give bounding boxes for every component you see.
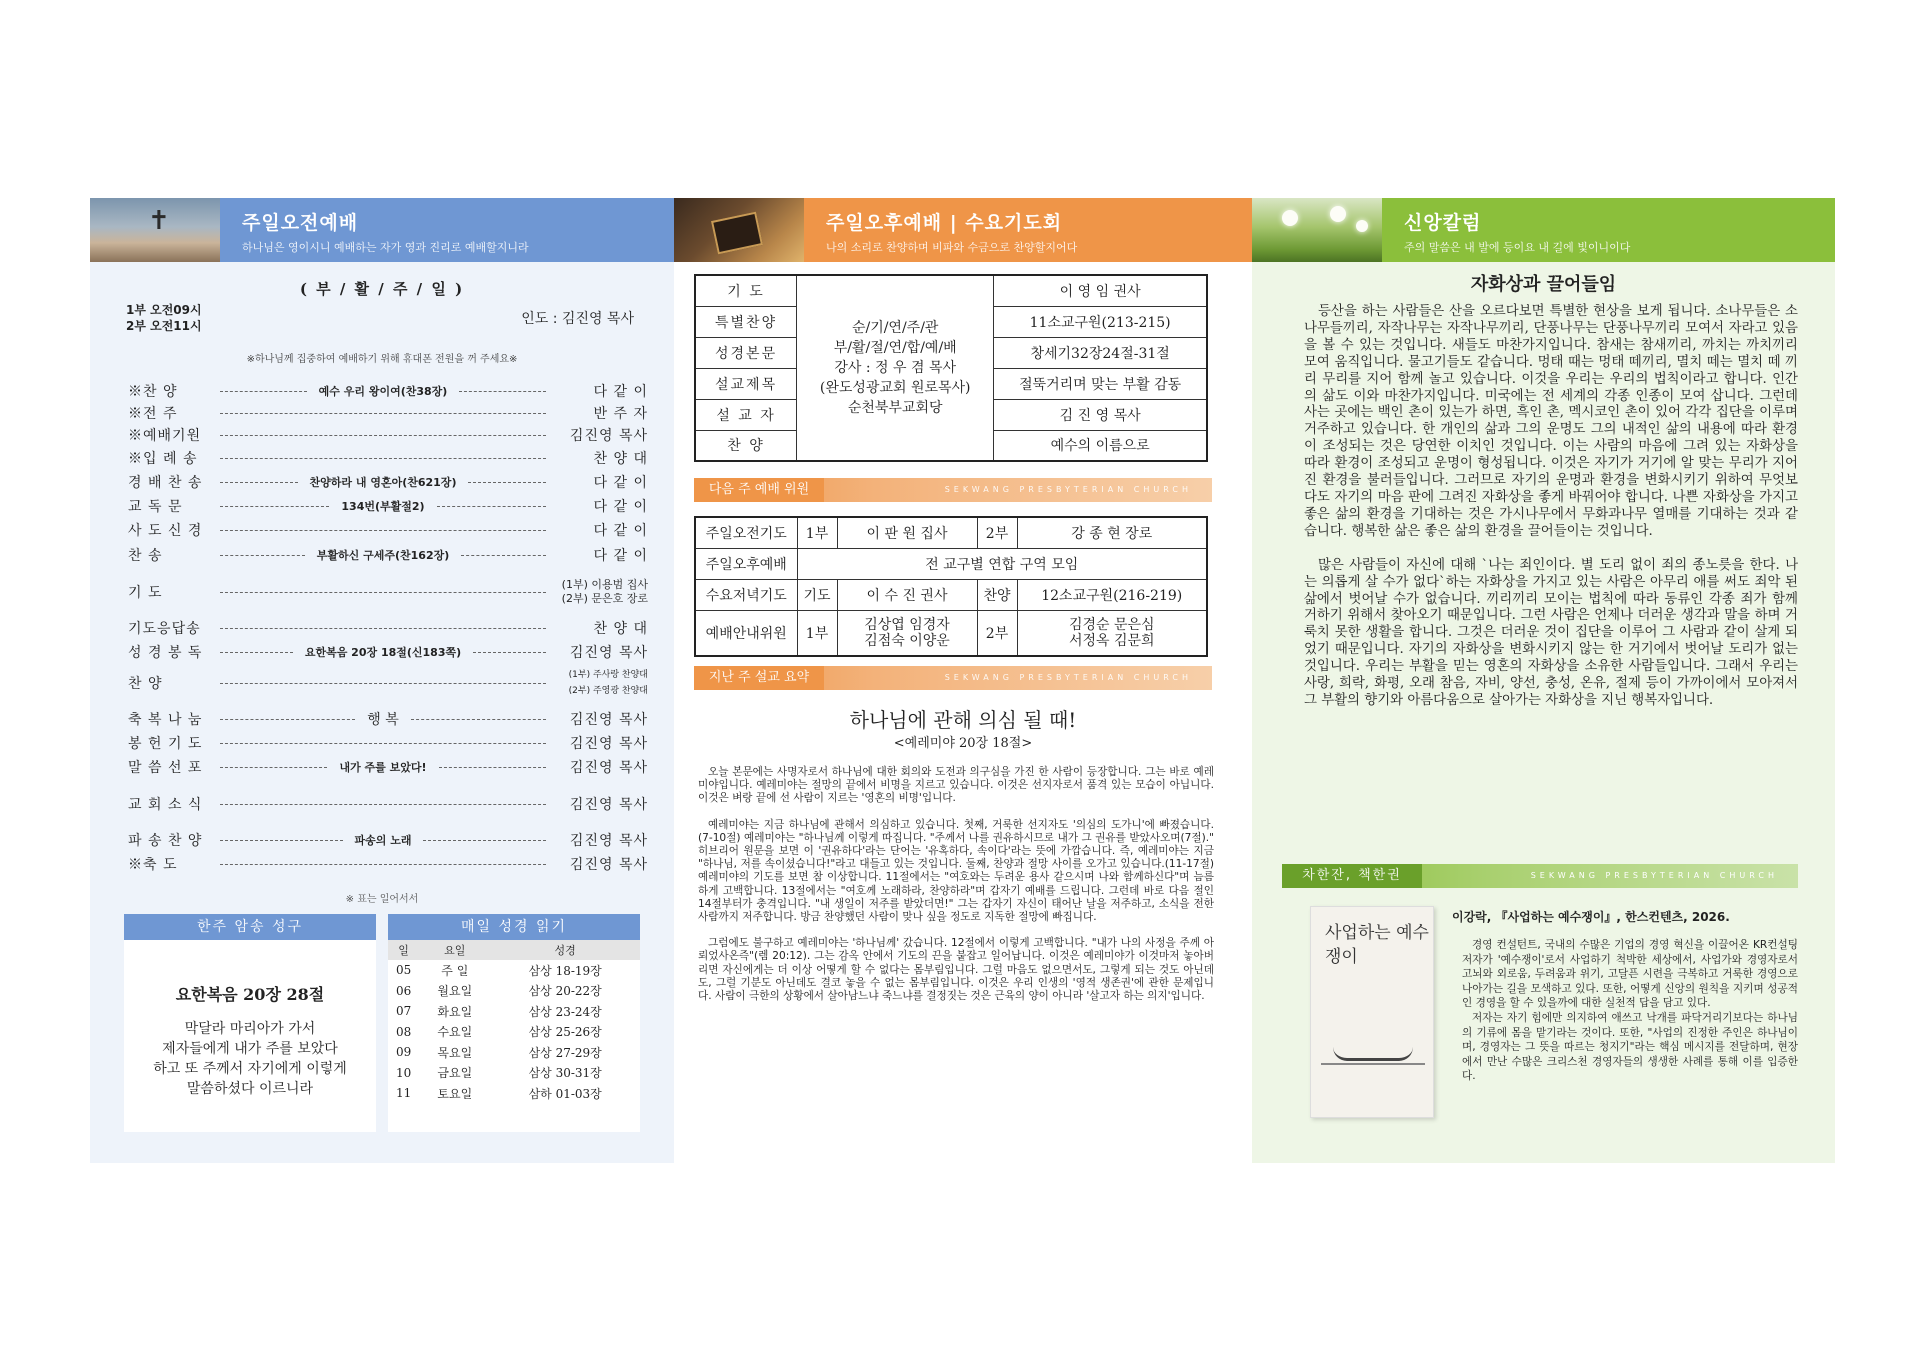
table-row: 예배안내위원 1부 김상엽 임경자 김점숙 이양운 2부 김경순 문은심 서정옥 김문희 [695,610,1207,656]
order-row [128,732,648,754]
order-label: 말 씀 선 포 [128,760,203,776]
order-label: 교 독 문 [128,499,183,515]
choir-2nd: (2부) 주영광 찬양대 [568,686,648,696]
morning-service-column [90,198,674,1163]
paragraph: 예레미야는 지금 하나님에 관해서 의심하고 있습니다. 첫째, 거룩한 선지자도 '의심의 도가니'에 빠졌습니다.(7-10절) 예레미야는 "하나님께 이렇게 따집니다. "주께서 나를 권유하시므로 내가 그 권유를 받았사오며(7절)." 히브리어 원문을 보면 이 '권유하다'라는 단어는 '유혹하다, 속이다'라는 뜻에 가깝습니다. 즉, 예레미야는 지금 "하나님, 저를 속이셨습니다!"라고 대들고 있는 것입니다. 둘째, 찬양과 절망 사이를 오가고 있습니다.(11-17절) 예레미야의 기도를 보면 참 이상합니다. 11절에서는 "여호와는 두려운 용사 같으시며 나와 함께하신다"며 늠름하게 고백합니다. 13절에서는 "여호께 노래하라, 찬양하라"며 갑자기 예배를 드립니다. 그런데 바로 다음 절인 14절부터가 충격입니다. "내 생일이 저주를 받았더면!" 그는 갑자기 자신이 태어난 날을 저주하고, 소식을 전한 사람까지 저주합니다. 방금 찬양했던 사람이 맞나 싶을 정도로 지독한 절망에 빠집니다. [698,818,1214,924]
table-row: 수요저녁기도 기도 이 수 진 권사 찬양 12소교구원(216-219) [695,579,1207,610]
service-leader: 인도 : 김진영 목사 [521,311,634,327]
paragraph: 오늘 본문에는 사명자로서 하나님에 대한 회의와 도전과 의구심을 가진 한 사람이 등장합니다. 그는 바로 예레미야입니다. 예레미야는 절망의 끝에서 비명을 지르고 있습니다. 이것은 선지자로서 품격 있는 모습이 아닙니다. 이것은 벼랑 끝에 선 사람이 지르는 '영혼의 비명'입니다. [698,766,1214,805]
order-label: 교 회 소 식 [128,797,203,813]
column-subtitle: 주의 말씀은 내 발에 등이요 내 길에 빛이니이다 [1404,241,1631,254]
order-person: 반 주 자 [593,406,648,422]
verse-line: 제자들에게 내가 주를 보았다 [162,1041,338,1057]
paragraph: 경영 컨설턴트, 국내의 수많은 기업의 경영 혁신을 이끌어온 KR컨설팅 저자가 '예수쟁이'로서 사업하기 척박한 세상에서, 사업가와 경영자로서 고뇌와 외로움, 두려움과 위기, 고달픈 시련을 극복하고 거룩한 경영으로 나아가는 길을 모색하고 있다. 또한, 어떻게 신앙의 원칙을 지키며 성공적인 경영을 할 수 있을까에 대한 실천적 답을 담고 있다. [1462,939,1798,1010]
book-cover-title: 사업하는 예수쟁이 [1325,923,1429,967]
service-times [126,302,202,334]
order-item: 내가 주를 보았다! [339,761,427,774]
morning-title: 주일오전예배 [242,212,359,234]
order-person: 김진영 목사 [569,428,648,444]
order-row [128,756,648,778]
order-row [128,577,648,607]
order-person: 김진영 목사 [569,833,648,849]
order-person: 다 같 이 [593,499,648,515]
cross-photo [90,198,220,262]
order-person: 김진영 목사 [569,736,648,752]
order-person: 김진영 목사 [569,712,648,728]
order-person: 김진영 목사 [569,645,648,661]
order-person [552,667,648,699]
afternoon-title: 주일오후예배 | 수요기도회 [826,212,1063,234]
column-banner [1252,198,1835,262]
order-row [128,666,648,700]
order-label: ※예배기원 [128,428,202,444]
table-row: 주일오전기도 1부 이 판 원 집사 2부 강 종 현 장로 [695,517,1207,548]
dandelion-photo [1252,198,1382,262]
prayer-2nd: (2부) 문은호 장로 [561,592,648,605]
standing-note: ※ 표는 일어서서 [345,894,419,905]
order-row [128,447,648,469]
church-name-en: SEKWANG PRESBYTERIAN CHURCH [944,673,1192,682]
order-row [128,495,648,517]
order-label: 축 복 나 눔 [128,712,203,728]
faith-column [1252,198,1835,1163]
order-row [128,708,648,730]
section-title: 지난 주 설교 요약 [694,666,824,690]
table-row: 07 화요일 삼상 23-24장 [395,1004,602,1019]
prayer-1st: (1부) 이용범 집사 [561,578,648,591]
sermon-summary-header [694,666,1212,690]
order-person: 김진영 목사 [569,760,648,776]
order-label: 경 배 찬 송 [128,475,203,491]
service-key: 성경본문 [695,337,797,368]
order-item: 부활하신 구세주(찬162장) [316,549,450,562]
bulletin-sheet [90,198,1835,1163]
table-row: 09 목요일 삼상 27-29장 [395,1045,602,1060]
book-cover [1310,906,1434,1118]
table-row: 주일오후예배 전 교구별 연합 구역 모임 [695,548,1207,579]
next-week-table [694,516,1208,657]
order-row [128,641,648,663]
sea-line [1321,1063,1425,1065]
choir-1st: (1부) 주사랑 찬양대 [568,670,648,680]
order-item: 행 복 [367,712,399,728]
order-label: 기 도 [128,585,163,601]
joint-service-info: 순/기/연/주/관 부/활/절/연/합/예/배 강사 : 정 우 겸 목사 (완도성광교회 원로목사) 순천북부교회당 [797,275,994,461]
phone-notice: ※하나님께 집중하여 예배하기 위해 휴대폰 전원을 꺼 주세요※ [246,354,518,365]
col-weekday: 요일 [419,940,490,960]
sermon-reference: <예레미야 20장 18절> [893,736,1033,751]
service-value: 이 영 임 권사 [994,275,1207,306]
afternoon-banner [674,198,1252,262]
paragraph: 등산을 하는 사람들은 산을 오르다보면 특별한 현상을 보게 됩니다. 소나무들은 소나무들끼리, 자작나무는 자작나무끼리, 단풍나무는 단풍나무끼리 모여서 자라고 있음을 볼 수 있는 것입니다. 새들도 마찬가지입니다. 참새는 참새끼리, 까치는 까치끼리 모여 움직입니다. 물고기들도 같습니다. 멍태 때는 멍태 떼끼리, 멸치 떼는 멸치 떼 끼리 무리를 지어 함께 놀고 있습니다. 이것을 우리는 우리의 법칙이라고 합니다. 인간의 삶도 이와 마찬가지입니다. 미국에는 전 세계의 각종 인종이 모여 삽니다. 그런데 사는 곳에는 백인 촌이 있는가 하면, 흑인 촌, 멕시코인 촌이 있어 각각 집단을 이루며 거주하고 있습니다. 한 개인의 삶과 그의 운명도 그의 내적인 삶의 내용에 따라 환경이 조성되는 것은 당연한 이치인 것입니다. 이는 사람의 마음에 그려 있는 자화상을 따라 환경이 조성되고 운명이 형성됩니다. 이것은 자기가 거기에 알 맞는 무리가 지어진 환경을 불러들입니다. 그러므로 자기의 운명과 환경을 변화시키기 위하여 무엇보다도 자기의 마음 판에 그려진 자화상을 좋게 바꿔어야 합니다. 나쁜 자화상을 가지고 좋은 삶의 환경을 기대하는 것은 가시나무에서 무화과나무 열매를 기대하는 것과 같습니다. 행복한 삶은 좋은 삶의 환경을 끌어들이는 것입니다. [1304,304,1798,539]
memory-verse-box [124,940,376,1132]
table-row: 11 토요일 삼하 01-03장 [395,1086,602,1101]
service-key: 설교제목 [695,368,797,399]
service-key: 찬 양 [695,430,797,461]
order-person: 찬 양 대 [593,451,648,467]
service-time-1: 1부 오전09시 [126,303,202,317]
next-week-header [694,478,1212,502]
sermon-title: 하나님에 관해 의심 될 때! [849,708,1077,732]
service-key: 기 도 [695,275,797,306]
column-title: 신앙칼럼 [1404,212,1482,234]
order-label: ※찬 양 [128,384,178,400]
afternoon-service-column [674,198,1252,1163]
order-label: 봉 헌 기 도 [128,736,203,752]
memory-verse-header: 한주 암송 성구 [124,914,376,940]
column-body [1304,304,1798,727]
table-row: 08 수요일 삼상 25-26장 [395,1024,602,1040]
section-title: 다음 주 예배 위원 [694,478,824,502]
order-person: 다 같 이 [593,523,648,539]
table-row: 05 주 일 삼상 18-19장 [395,963,602,978]
order-person: 김진영 목사 [569,857,648,873]
boat-icon [1333,1047,1413,1061]
dandelion-icon [1282,210,1298,226]
afternoon-subtitle: 나의 소리로 찬양하며 비파와 수금으로 찬양할지어다 [826,241,1078,254]
service-value: 김 진 영 목사 [994,399,1207,430]
order-person: 찬 양 대 [593,621,648,637]
church-name-en: SEKWANG PRESBYTERIAN CHURCH [1530,871,1778,880]
order-person [552,578,648,606]
service-key: 특별찬양 [695,306,797,337]
order-label: 성 경 봉 독 [128,645,203,661]
paragraph: 그럼에도 불구하고 예레미야는 '하나님께' 갔습니다. 12절에서 이렇게 고백합니다. "내가 나의 사정을 주께 아뢰었사온즉"(렘 20:12). 그는 감옥 안에서 기도의 끈을 붙잡고 일어납니다. 이것은 예레미야가 이것마저 놓아버리면 자신에게는 더 이상 어떻게 할 수 없다는 몸부림입니다. 그럴 마음도 없으면서도, 그렇게 되는 것도 아닌데도, 그럴 기분도 아닌데도 결코 놓을 수 없는 몸부림입니다. 이것은 우리 인생의 '영적 생존권'에 관한 문제입니다. 사람이 극한의 상황에서 살아남느냐 죽느냐를 결정짓는 것은 근육의 양이 아니라 '살고자 하는 의지'입니다. [698,937,1214,1003]
col-scripture: 성경 [490,940,640,960]
morning-banner [90,198,674,262]
order-label: ※축 도 [128,857,178,873]
order-person: 다 같 이 [593,475,648,491]
service-time-2: 2부 오전11시 [126,319,202,333]
afternoon-service-table [694,274,1208,462]
book-description [1462,938,1798,1084]
paragraph: 많은 사람들이 자신에 대해 `나는 죄인이다. 별 도리 없이 죄의 종노릇을 한다. 나는 의롭게 살 수가 없다`하는 자화상을 가지고 있는 사람은 아무리 애를 써도 죄악 된 삶에서 벗어날 수가 없습니다. 끼리끼리 모이는 법칙에 따라 동류인 각종 죄가 함께 거하기 위해서 찾아오기 때문입니다. 그런 사람은 언제나 더러운 생각과 말을 하며 거룩치 못한 생활을 합니다. 그것은 더러운 것이 집단을 이루어 그 사람과 같이 살게 되었기 때문입니다. 자기의 자화상을 변화시키지 않는 한 거기에서 벗어날 도리가 없는 것입니다. 우리는 부활을 믿는 영혼의 자화상을 소유한 사람들입니다. 그래서 우리는 사랑, 희락, 화평, 오래 참음, 자비, 양선, 충성, 온유, 절제 등이 가까이에서 모아져서 그 부활의 향기와 아름다움으로 살아가는 자화상을 지닌 행복자입니다. [1304,557,1798,708]
col-day: 일 [388,940,419,960]
order-row [128,853,648,875]
verse-line: 막달라 마리아가 가서 [184,1021,316,1037]
daily-reading-table [388,940,640,1132]
morning-heading: ( 부 / 활 / 주 / 일 ) [299,280,465,298]
order-row [128,617,648,639]
service-key: 설 교 자 [695,399,797,430]
order-person: 다 같 이 [593,384,648,400]
order-item: 파송의 노래 [354,834,412,847]
section-title: 차한잔, 책한권 [1282,864,1422,888]
bible-photo [674,198,804,262]
order-label: ※입 례 송 [128,451,198,467]
table-row: 06 월요일 삼상 20-22장 [395,983,602,999]
book-header [1282,864,1798,888]
order-label: ※전 주 [128,406,178,422]
church-name-en: SEKWANG PRESBYTERIAN CHURCH [944,485,1192,494]
table-row: 10 금요일 삼상 30-31장 [395,1065,602,1081]
column-heading: 자화상과 끌어들임 [1470,274,1617,295]
service-value: 절뚝거리며 맞는 부활 감동 [994,368,1207,399]
order-row [128,793,648,815]
cross-icon: ✝ [148,206,170,236]
verse-line: 하고 또 주께서 자기에게 이렇게 [153,1061,347,1077]
sermon-body [698,766,1214,1016]
service-value: 예수의 이름으로 [994,430,1207,461]
order-row [128,519,648,541]
service-value: 창세기32장24절-31절 [994,337,1207,368]
order-item: 예수 우리 왕이여(찬38장) [318,385,448,398]
order-person: 김진영 목사 [569,797,648,813]
order-person: 다 같 이 [593,548,649,564]
order-item: 찬양하라 내 영혼아(찬621장) [309,476,457,489]
order-item: 134번(부활절2) [341,500,425,513]
verse-line: 말씀하셨다 이르니라 [186,1081,314,1097]
order-label: 찬 양 [128,676,163,692]
dandelion-icon [1356,220,1368,232]
order-label: 파 송 찬 양 [128,833,203,849]
order-item: 요한복음 20장 18절(신183쪽) [304,646,462,659]
order-label: 사 도 신 경 [128,523,203,539]
order-row [128,829,648,851]
order-row [128,544,648,566]
dandelion-icon [1330,206,1346,222]
order-row [128,402,648,424]
bible-icon [711,212,763,255]
memory-verse-text [124,1019,376,1099]
paragraph: 저자는 자기 힘에만 의지하여 애쓰고 낙개를 파닥거리기보다는 하나님의 기류에 몸을 맡기라는 것이다. 또한, "사업의 진정한 주인은 하나님이며, 경영자는 그 뜻을 따르는 청지기"라는 핵심 메시지를 전달하며, 현장에서 만난 수많은 크리스천 경영자들의 생생한 사례를 통해 이를 입증한다. [1462,1011,1798,1083]
morning-subtitle: 하나님은 영이시니 예배하는 자가 영과 진리로 예배할지니라 [242,241,529,254]
order-label: 기도응답송 [128,621,201,637]
order-label: 찬 송 [128,548,163,564]
service-value: 11소교구원(213-215) [994,306,1207,337]
order-row [128,424,648,446]
order-row [128,380,648,402]
daily-reading-header: 매일 성경 읽기 [388,914,640,940]
order-row [128,471,648,493]
book-citation: 이강락, 『사업하는 예수쟁이』, 한스컨텐츠, 2026. [1452,910,1730,924]
memory-verse-reference: 요한복음 20장 28절 [175,985,325,1004]
